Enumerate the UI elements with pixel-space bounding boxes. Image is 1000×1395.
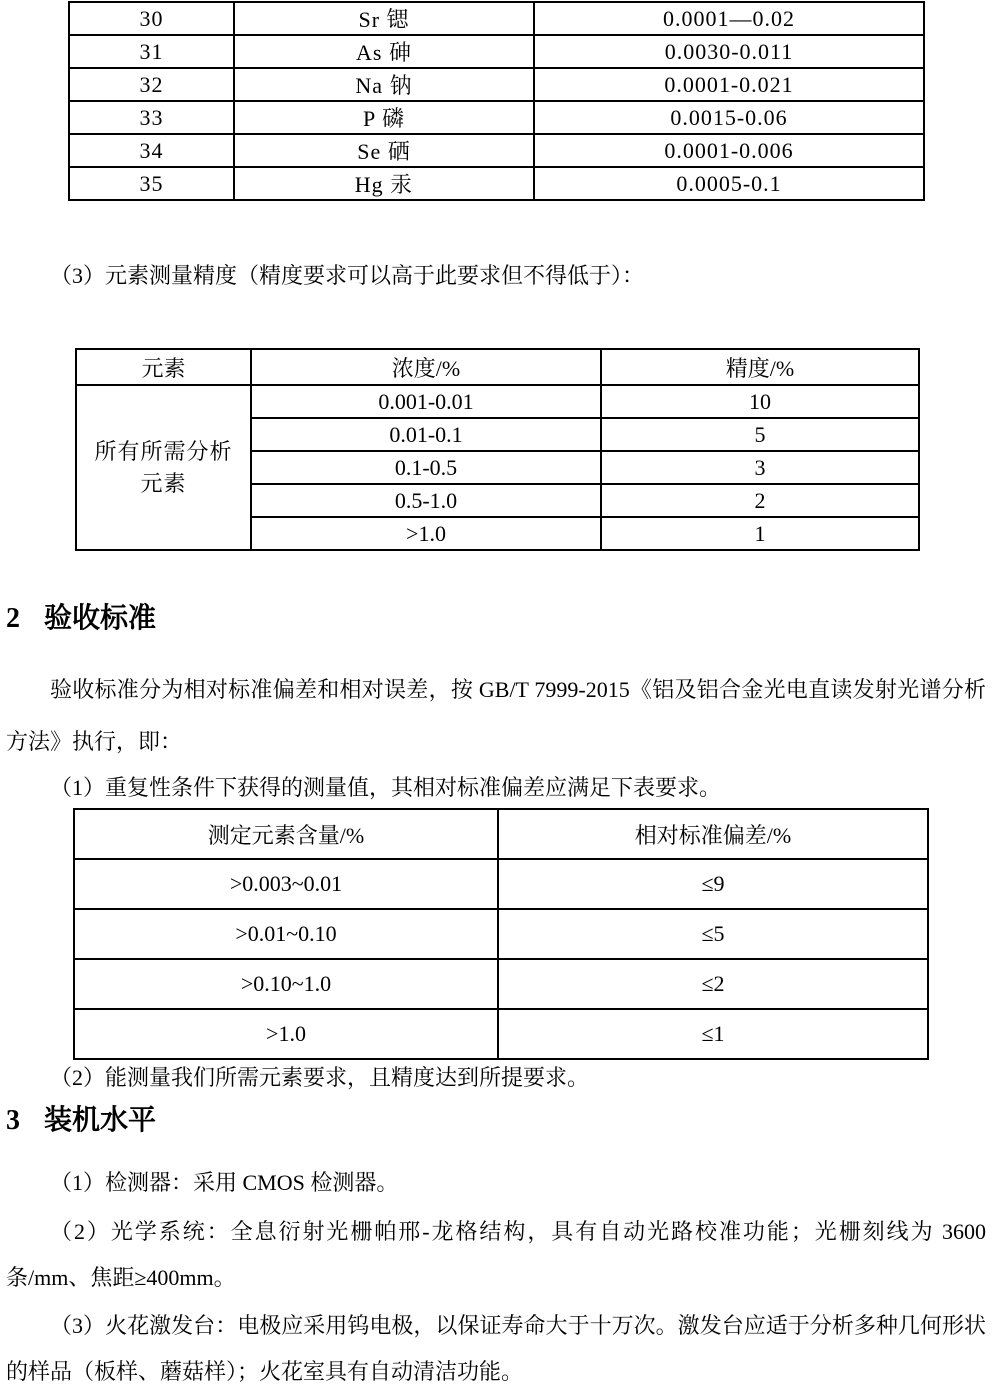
rsd-cell: ≤5	[498, 909, 928, 959]
rsd-cell: ≤9	[498, 859, 928, 909]
precision-cell: 2	[601, 484, 919, 517]
table-row	[74, 909, 928, 959]
row-number-cell: 32	[69, 68, 234, 101]
acceptance-intro-paragraph: 验收标准分为相对标准偏差和相对误差，按 GB/T 7999-2015《铝及铝合金光电直读发射光谱分析方法》执行，即：	[6, 677, 986, 754]
section-number: 3	[6, 1105, 20, 1136]
element-cell: Sr 锶	[234, 2, 534, 35]
table-row	[69, 35, 924, 68]
section-heading-installation	[6, 1099, 986, 1143]
table-header-row	[74, 809, 928, 859]
range-cell: 0.0030-0.011	[534, 35, 924, 68]
row-number-cell: 35	[69, 167, 234, 200]
precision-table	[75, 348, 920, 551]
content-cell: >0.003~0.01	[74, 859, 498, 909]
row-number-cell: 33	[69, 101, 234, 134]
header-precision: 精度/%	[601, 349, 919, 385]
install-item2-paragraph: （2）光学系统：全息衍射光栅帕邢-龙格结构，具有自动光路校准功能；光栅刻线为 3600 条/mm、焦距≥400mm。	[6, 1219, 986, 1290]
range-cell: 0.0001-0.021	[534, 68, 924, 101]
merged-element-cell	[76, 385, 251, 550]
precision-cell: 3	[601, 451, 919, 484]
header-concentration: 浓度/%	[251, 349, 601, 385]
rsd-table	[73, 808, 929, 1060]
table-row	[76, 385, 919, 418]
install-item3-paragraph: （3）火花激发台：电极应采用钨电极，以保证寿命大于十万次。激发台应适于分析多种几何形状的样品（板样、蘑菇样）；火花室具有自动清洁功能。	[6, 1313, 986, 1384]
content-cell: >1.0	[74, 1009, 498, 1059]
header-rsd: 相对标准偏差/%	[498, 809, 928, 859]
precision-cell: 1	[601, 517, 919, 550]
precision-note-paragraph: （3）元素测量精度（精度要求可以高于此要求但不得低于）：	[50, 263, 645, 288]
row-number-cell: 30	[69, 2, 234, 35]
acceptance-item2-paragraph: （2）能测量我们所需元素要求，且精度达到所提要求。	[50, 1065, 590, 1090]
table-row	[69, 2, 924, 35]
row-number-cell: 31	[69, 35, 234, 68]
section-heading-acceptance	[6, 597, 986, 641]
table-row	[74, 959, 928, 1009]
table-header-row	[76, 349, 919, 385]
range-cell: 0.0015-0.06	[534, 101, 924, 134]
document-page	[0, 1, 1000, 1391]
rsd-cell: ≤1	[498, 1009, 928, 1059]
element-range-table	[68, 1, 925, 201]
element-cell: As 砷	[234, 35, 534, 68]
install-item1-paragraph: （1）检测器：采用 CMOS 检测器。	[50, 1170, 399, 1195]
section-number: 2	[6, 603, 20, 634]
table-row	[69, 167, 924, 200]
table-row	[74, 1009, 928, 1059]
element-cell: Hg 汞	[234, 167, 534, 200]
concentration-cell: 0.5-1.0	[251, 484, 601, 517]
section-title: 验收标准	[44, 603, 157, 634]
acceptance-item1-paragraph: （1）重复性条件下获得的测量值，其相对标准偏差应满足下表要求。	[50, 775, 722, 800]
element-label: 所有所需分析元素	[94, 438, 233, 496]
content-cell: >0.01~0.10	[74, 909, 498, 959]
table-row	[69, 68, 924, 101]
table-row	[69, 134, 924, 167]
element-cell: Se 硒	[234, 134, 534, 167]
element-cell: P 磷	[234, 101, 534, 134]
content-cell: >0.10~1.0	[74, 959, 498, 1009]
header-element: 元素	[76, 349, 251, 385]
precision-cell: 5	[601, 418, 919, 451]
concentration-cell: 0.1-0.5	[251, 451, 601, 484]
range-cell: 0.0001—0.02	[534, 2, 924, 35]
header-content: 测定元素含量/%	[74, 809, 498, 859]
element-cell: Na 钠	[234, 68, 534, 101]
concentration-cell: 0.01-0.1	[251, 418, 601, 451]
concentration-cell: >1.0	[251, 517, 601, 550]
rsd-cell: ≤2	[498, 959, 928, 1009]
row-number-cell: 34	[69, 134, 234, 167]
table-row	[74, 859, 928, 909]
range-cell: 0.0005-0.1	[534, 167, 924, 200]
precision-cell: 10	[601, 385, 919, 418]
range-cell: 0.0001-0.006	[534, 134, 924, 167]
section-title: 装机水平	[44, 1105, 157, 1136]
concentration-cell: 0.001-0.01	[251, 385, 601, 418]
table-row	[69, 101, 924, 134]
